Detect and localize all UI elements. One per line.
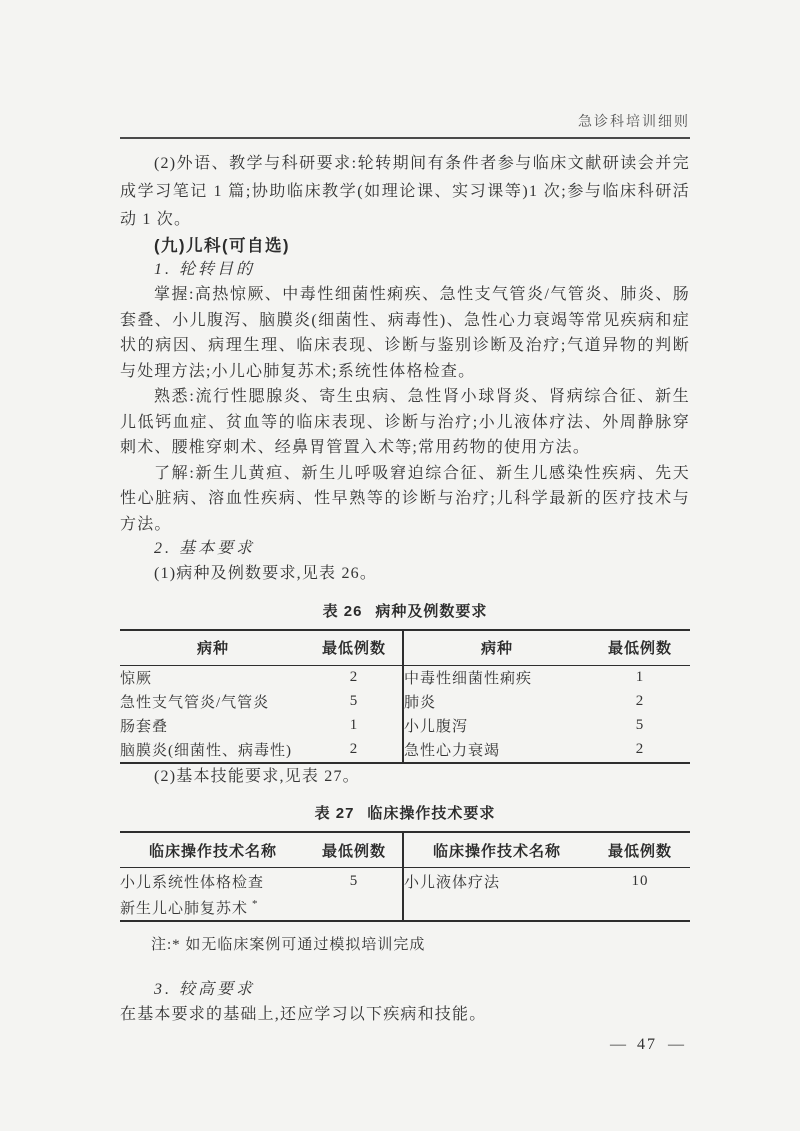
min-cases-value: 10	[631, 872, 649, 889]
min-cases-value: 2	[635, 693, 645, 709]
min-cases-value: 5	[306, 868, 403, 895]
min-cases-value: 2	[635, 741, 645, 757]
table27-footnote: 注:* 如无临床案例可通过模拟培训完成	[151, 937, 426, 953]
footer-dash-right: —	[668, 1035, 684, 1053]
table-row	[120, 738, 690, 763]
table26-header-disease-right: 病种	[403, 630, 590, 666]
table-row	[120, 714, 690, 738]
min-cases-value: 1	[635, 669, 645, 685]
table26-caption	[120, 601, 690, 623]
disease-name: 肠套叠	[120, 719, 169, 735]
table27-header-row	[120, 832, 690, 868]
table26-header-min-cases-left: 最低例数	[306, 630, 403, 666]
paragraph-familiar: 熟悉:流行性腮腺炎、寄生虫病、急性肾小球肾炎、肾病综合征、新生儿低钙血症、贫血等的临床表现、诊断与治疗;小儿液体疗法、外周静脉穿刺术、腰椎穿刺术、经鼻胃管置入术等;常用药物的使用方法。	[120, 388, 690, 456]
subsection-title-basic-requirements: 2. 基本要求	[154, 540, 256, 557]
paragraph-basic-skill-requirement: (2)基本技能要求,见表 27。	[154, 767, 360, 785]
disease-name: 急性支气管炎/气管炎	[120, 695, 270, 711]
min-cases-value: 5	[306, 690, 403, 714]
skill-name: 小儿液体疗法	[404, 874, 501, 891]
subsection-title-higher-requirements: 3. 较高要求	[154, 981, 256, 998]
running-head-title: 急诊科培训细则	[578, 115, 690, 130]
skill-name-text: 新生儿心肺复苏术	[120, 900, 249, 917]
table27-header-min-cases-left: 最低例数	[306, 832, 403, 868]
table-row	[120, 868, 690, 895]
table27-header-skill-right: 临床操作技术名称	[403, 832, 590, 868]
footer-dash-left: —	[610, 1035, 626, 1053]
min-cases-value: 2	[306, 665, 403, 690]
min-cases-value	[306, 894, 403, 921]
skill-name	[120, 894, 306, 921]
table-clinical-skill-requirements	[120, 831, 690, 922]
section-heading-pediatrics: (九)儿科(可自选)	[154, 237, 290, 255]
disease-name: 肺炎	[404, 695, 437, 711]
table26-caption-label: 表 26	[322, 602, 363, 620]
min-cases-value: 1	[306, 714, 403, 738]
table26-caption-title: 病种及例数要求	[375, 602, 488, 620]
page-number: 47	[637, 1035, 657, 1053]
table27-header-min-cases-right: 最低例数	[590, 832, 690, 868]
table27-header-skill-left: 临床操作技术名称	[120, 832, 306, 868]
paragraph-master: 掌握:高热惊厥、中毒性细菌性痢疾、急性支气管炎/气管炎、肺炎、肠套叠、小儿腹泻、脑膜炎(细菌性、病毒性)、急性心力衰竭等常见疾病和症状的病因、病理生理、临床表现、诊断与鉴别诊断及治疗;气道异物的判断与处理方法;小儿心肺复苏术;系统性体格检查。	[120, 286, 690, 380]
page-footer	[120, 1034, 690, 1056]
paragraph-foreign-teaching-research: (2)外语、教学与科研要求:轮转期间有条件者参与临床文献研读会并完成学习笔记 1 篇;协助临床教学(如理论课、实习课等)1 次;参与临床科研活动 1 次。	[120, 155, 690, 228]
table27-caption-title: 临床操作技术要求	[367, 805, 496, 822]
min-cases-value: 2	[306, 738, 403, 763]
table27-caption	[120, 803, 690, 825]
disease-name: 急性心力衰竭	[404, 743, 501, 759]
skill-name: 小儿系统性体格检查	[120, 874, 265, 891]
table-disease-case-requirements	[120, 629, 690, 764]
paragraph-understand: 了解:新生儿黄疸、新生儿呼吸窘迫综合征、新生儿感染性疾病、先天性心脏病、溶血性疾病、性早熟等的诊断与治疗;儿科学最新的医疗技术与方法。	[120, 464, 690, 533]
min-cases-value: 5	[635, 717, 645, 733]
disease-name: 中毒性细菌性痢疾	[404, 671, 533, 687]
table26-header-row	[120, 630, 690, 666]
disease-name: 惊厥	[120, 671, 153, 687]
skill-name	[403, 894, 590, 921]
min-cases-value	[590, 894, 690, 921]
table-row	[120, 690, 690, 714]
footnote-marker: *	[252, 897, 259, 910]
paragraph-higher-requirements: 在基本要求的基础上,还应学习以下疾病和技能。	[120, 1006, 487, 1023]
table26-header-min-cases-right: 最低例数	[590, 630, 690, 666]
table-row	[120, 665, 690, 690]
disease-name: 小儿腹泻	[404, 719, 469, 735]
paragraph-disease-case-requirement: (1)病种及例数要求,见表 26。	[154, 565, 378, 582]
subsection-title-rotation-purpose: 1. 轮转目的	[154, 261, 256, 278]
running-head-block	[120, 0, 690, 139]
disease-name: 脑膜炎(细菌性、病毒性)	[120, 743, 292, 759]
page-content	[120, 0, 690, 1056]
table-row	[120, 894, 690, 921]
table26-header-disease-left: 病种	[120, 630, 306, 666]
table27-caption-label: 表 27	[314, 805, 355, 822]
